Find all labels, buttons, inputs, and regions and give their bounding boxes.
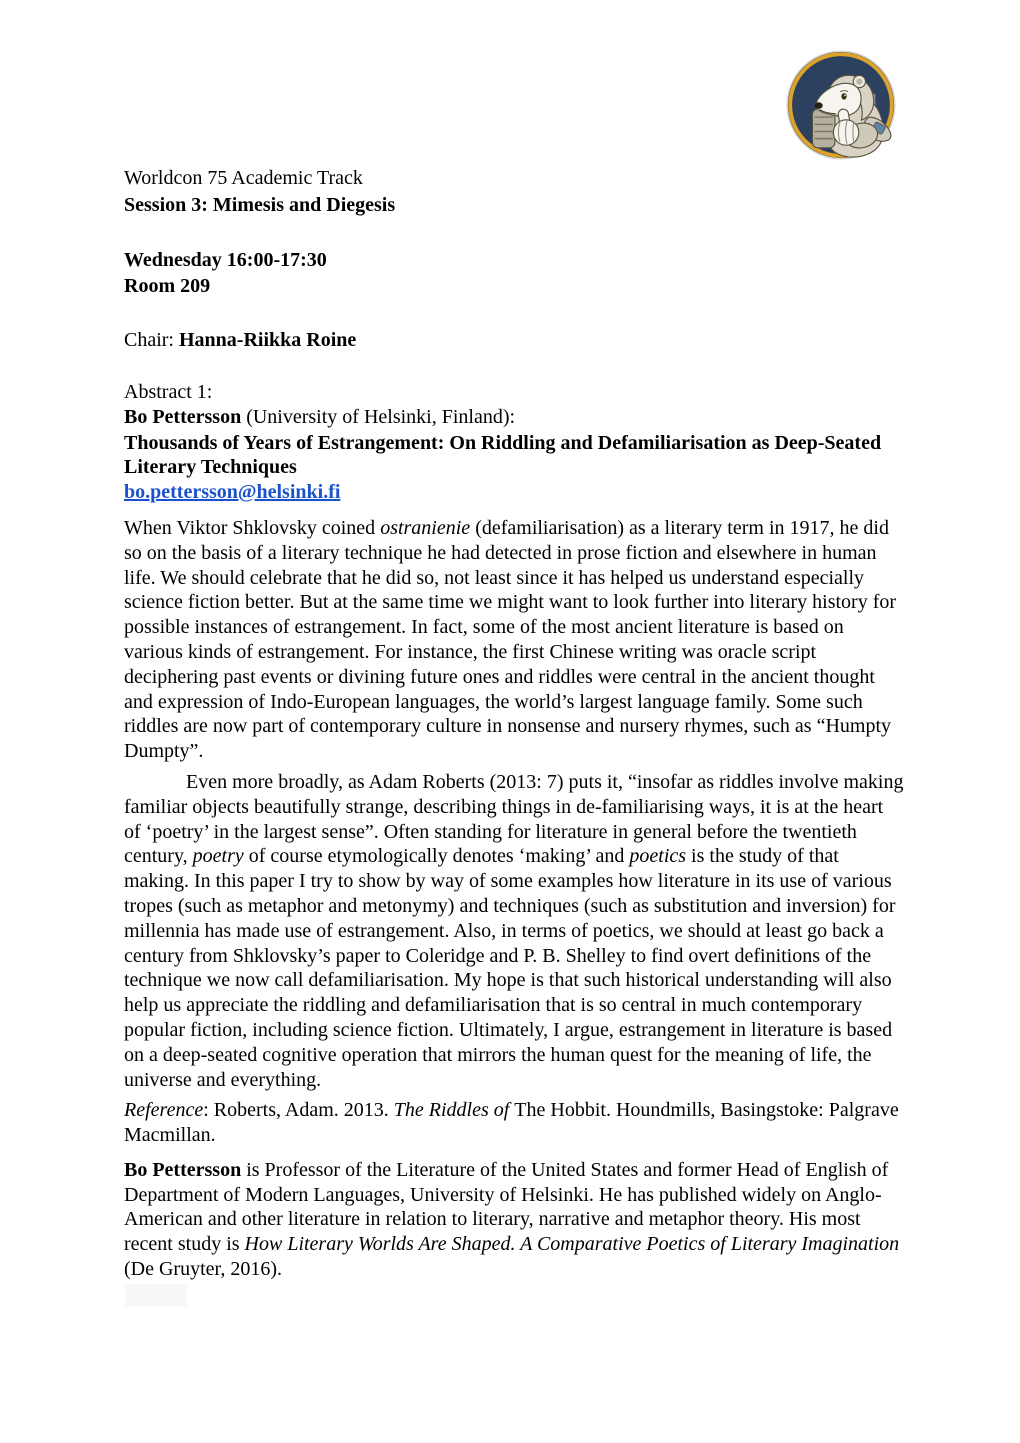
session-datetime: Wednesday 16:00-17:30: [124, 248, 327, 271]
abstract-paragraph-2: Even more broadly, as Adam Roberts (2013: 7) puts it, “insofar as riddles involve making familiar objects beautifully strange, describing things in de-familiarising ways, it is at the heart of ‘poetry’ in the largest sense”. Often standing for literature in general before the twentieth century, poetry of course etymologically denotes ‘making’ and poetics is the study of that making. In this paper I try to show by way of some examples how literature in its use of various tropes (such as metaphor and metonymy) and techniques (such as substitution and inversion) for millennia has made use of estrangement. Also, in terms of poetics, we should at least go back a century from Shklovsky’s paper to Coleridge and P. B. Shelley to find overt definitions of the technique we now call defamiliarisation. My hope is that such historical understanding will also help us appreciate the riddling and defamiliarisation that is so central in much contemporary popular fiction, including science fiction. Ultimately, I argue, estrangement in literature is based on a deep-seated cognitive operation that mirrors the human quest for the meaning of life, the universe and everything.: [124, 770, 904, 1091]
session-room: Room 209: [124, 275, 211, 298]
abstract-title: Thousands of Years of Estrangement: On Riddling and Defamiliarisation as Deep-Seated Literary Techniques: [124, 431, 882, 479]
abstract-paragraph-1: When Viktor Shklovsky coined ostranienie (defamiliarisation) as a literary term in 1917, he did so on the basis of a literary technique he had detected in prose fiction and elsewhere in human life. We should celebrate that he did so, not least since it has helped us understand especially science fiction better. But at the same time we might want to look further into literary history for possible instances of estrangement. In fact, some of the most ancient literature is based on various kinds of estrangement. For instance, the first Chinese writing was oracle script deciphering past events or divining future ones and riddles were central in the ancient thought and expression of Indo-European languages, the world’s largest language family. Some such riddles are now part of contemporary culture in nonsense and nursery rhymes, such as “Humpty Dumpty”.: [124, 516, 897, 763]
abstract-label: Abstract 1:: [124, 380, 213, 403]
polar-bear-astronaut-icon: [786, 50, 896, 160]
document-content: [124, 166, 904, 1282]
worldcon-logo: [786, 50, 896, 160]
session-title: Session 3: Mimesis and Diegesis: [124, 193, 396, 216]
faint-highlight-artifact: [125, 1284, 187, 1307]
bio-paragraph: Bo Pettersson is Professor of the Literature of the United States and former Head of English of Department of Modern Languages, University of Helsinki. He has published widely on Anglo-American and other literature in relation to literary, narrative and metaphor theory. His most recent study is How Literary Worlds Are Shaped. A Comparative Poetics of Literary Imagination (De Gruyter, 2016).: [124, 1158, 900, 1281]
reference-paragraph: Reference: Roberts, Adam. 2013. The Riddles of The Hobbit. Houndmills, Basingstoke: Palgrave Macmillan.: [124, 1099, 899, 1147]
author-line: Bo Pettersson (University of Helsinki, Finland):: [124, 405, 516, 428]
chair-line: Chair: Hanna-Riikka Roine: [124, 329, 357, 352]
author-email-link[interactable]: bo.pettersson@helsinki.fi: [124, 481, 341, 504]
track-title: Worldcon 75 Academic Track: [124, 167, 363, 189]
